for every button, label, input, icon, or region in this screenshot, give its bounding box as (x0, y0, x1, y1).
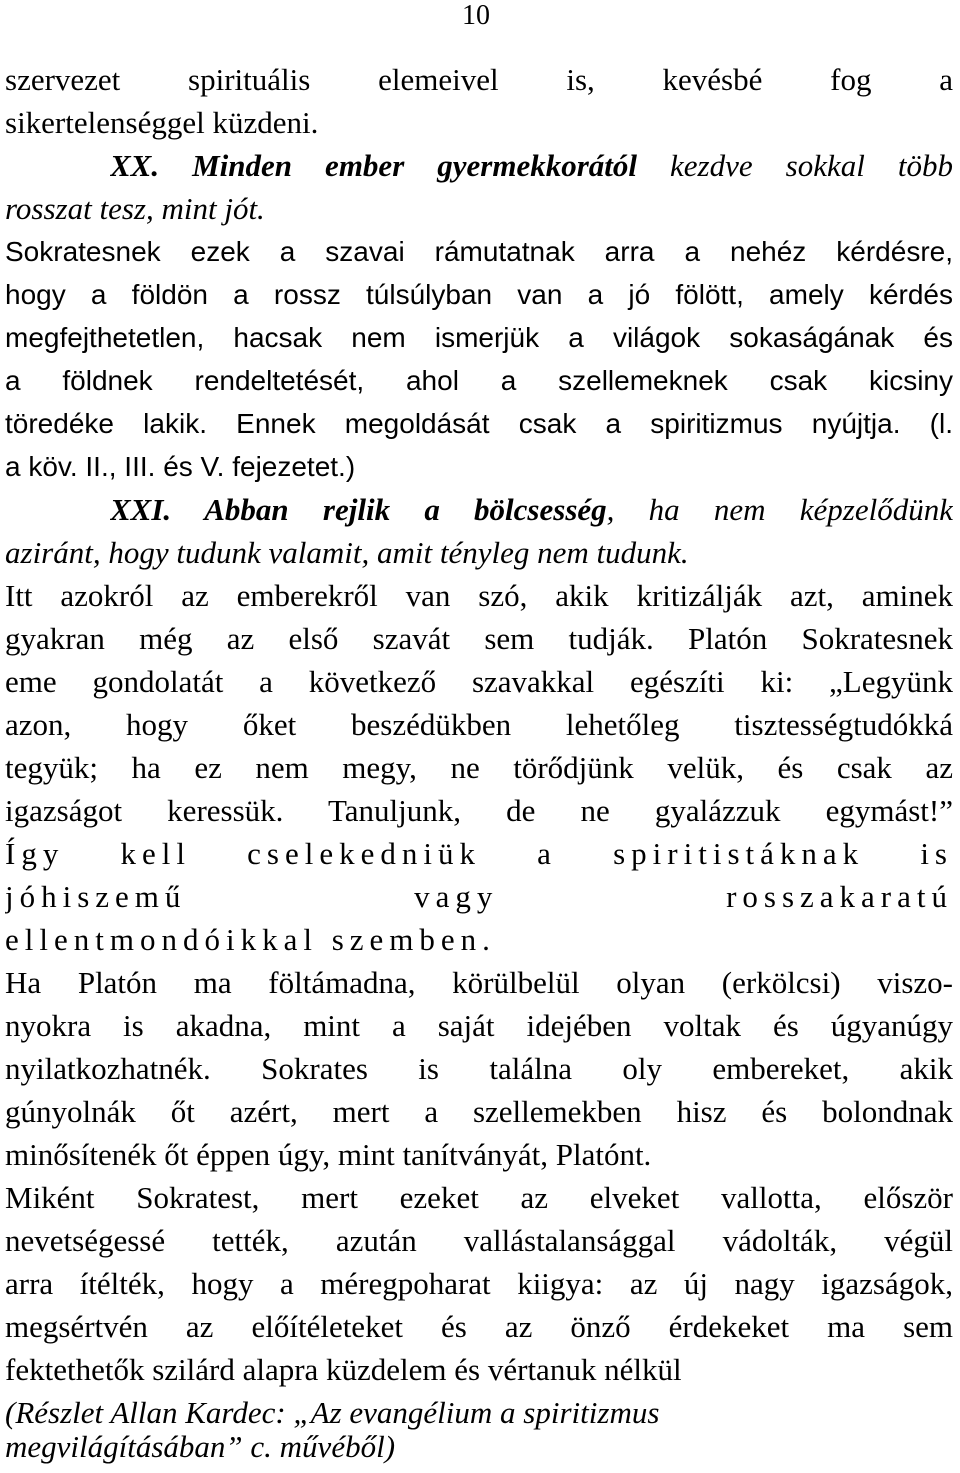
text-line: gúnyolnák őt azért, mert a szellemekben hisz és bolondnak (5, 1094, 953, 1129)
heading-xx: XX. Minden ember gyermekkorától (110, 148, 638, 183)
text-line: töredéke lakik. Ennek megoldását csak a spiritizmus nyújtja. (l. (5, 408, 953, 439)
text-line: Ha Platón ma föltámadna, körülbelül olyan (erkölcsi) viszo- (5, 965, 953, 1000)
text-line: megsértvén az előítéleteket és az önző érdekeket ma sem (5, 1309, 953, 1344)
text-line: ellentmondóikkal szemben. (5, 922, 496, 957)
heading-xxi-rest: , ha nem képzelődünk (606, 492, 953, 527)
text-line: minősítenék őt éppen úgy, mint tanítványát, Platónt. (5, 1137, 652, 1172)
text-line: a köv. II., III. és V. fejezetet.) (5, 451, 356, 482)
text-line: a földnek rendeltetését, ahol a szellemeknek csak kicsiny (5, 365, 953, 396)
text-line: Sokratesnek ezek a szavai rámutatnak arra a nehéz kérdésre, (5, 236, 953, 267)
heading-xx-rest: kezdve sokkal több (637, 148, 953, 183)
text-line: rosszat tesz, mint jót. (5, 191, 265, 226)
text-line: nevetségessé tették, azután vallástalansággal vádolták, végül (5, 1223, 953, 1258)
text-line: Így kell cselekedniük a spiritistáknak is (5, 836, 953, 871)
page-number: 10 (462, 0, 490, 31)
text-line: jóhiszemű vagy rosszakaratú (5, 879, 953, 914)
citation-line: megvilágításában” c. művéből) (5, 1429, 396, 1464)
text-line: fektethetők szilárd alapra küzdelem és vértanuk nélkül (5, 1352, 682, 1387)
text-line: gyakran még az első szavát sem tudják. Platón Sokratesnek (5, 621, 953, 656)
text-line: nyokra is akadna, mint a saját idejében voltak és úgyanúgy (5, 1008, 953, 1043)
text-line (110, 144, 953, 188)
text-line: igazságot keressük. Tanuljunk, de ne gyalázzuk egymást!” (5, 793, 953, 828)
text-line (110, 488, 953, 532)
text-line: megfejthetetlen, hacsak nem ismerjük a világok sokaságának és (5, 322, 953, 353)
citation-line: (Részlet Allan Kardec: „Az evangélium a spiritizmus (5, 1395, 660, 1430)
text-line: sikertelenséggel küzdeni. (5, 105, 319, 140)
text-line: aziránt, hogy tudunk valamit, amit tényleg nem tudunk. (5, 535, 689, 570)
text-line: arra ítélték, hogy a méregpoharat kiigya: az új nagy igazságok, (5, 1266, 953, 1301)
text-line: hogy a földön a rossz túlsúlyban van a jó fölött, amely kérdés (5, 279, 953, 310)
text-line: szervezet spirituális elemeivel is, kevésbé fog a (5, 62, 953, 97)
text-line: nyilatkozhatnék. Sokrates is találna oly embereket, akik (5, 1051, 953, 1086)
text-line: azon, hogy őket beszédükben lehetőleg tisztességtudókká (5, 707, 953, 742)
heading-xxi: XXI. Abban rejlik a bölcsesség (110, 492, 607, 527)
text-line: tegyük; ha ez nem megy, ne törődjünk velük, és csak az (5, 750, 953, 785)
text-line: eme gondolatát a következő szavakkal egészíti ki: „Legyünk (5, 664, 953, 699)
text-line: Miként Sokratest, mert ezeket az elveket vallotta, először (5, 1180, 953, 1215)
text-line: Itt azokról az emberekről van szó, akik kritizálják azt, aminek (5, 578, 953, 613)
